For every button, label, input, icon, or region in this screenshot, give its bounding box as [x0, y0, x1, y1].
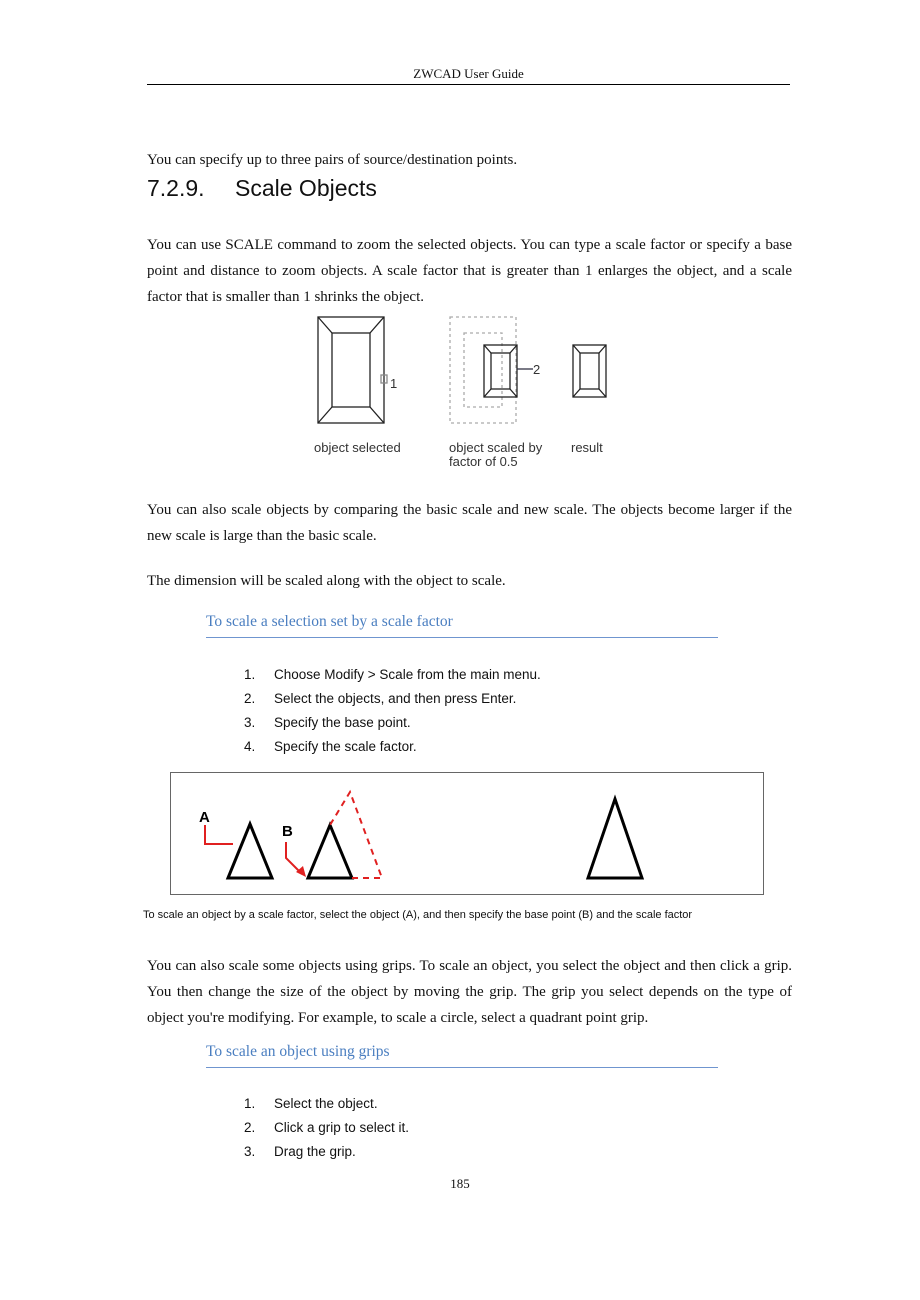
- list-item: 4. Specify the scale factor.: [244, 739, 417, 754]
- triangle-figure: [170, 772, 764, 896]
- figure-label: result: [571, 440, 603, 455]
- scale-figure: [300, 305, 630, 475]
- figure-label: object selected: [314, 440, 401, 455]
- paragraph: You can also scale some objects using grips. To scale an object, you select the object and then click a grip. You then change the size of the object by moving the grip. The grip you select depends on the type of object you're modifying. For example, to scale a circle, select a quadrant point grip.: [147, 958, 792, 1026]
- callout-2: 2: [533, 362, 541, 377]
- procedure-title: To scale a selection set by a scale factor: [206, 613, 718, 638]
- list-item: 2. Click a grip to select it.: [244, 1120, 410, 1135]
- list-item: 3. Specify the base point.: [244, 715, 411, 730]
- paragraph: You can use SCALE command to zoom the selected objects. You can type a scale factor or specify a base point and distance to zoom objects. A scale factor that is greater than 1 enlarges the object, and a scale factor that is smaller than 1 shrinks the object.: [147, 237, 792, 305]
- figure-label: factor of 0.5: [449, 454, 518, 469]
- intro-paragraph: You can specify up to three pairs of source/destination points.: [147, 152, 518, 168]
- list-item: 1. Select the object.: [244, 1096, 378, 1111]
- steps-list: [244, 663, 541, 759]
- page-number: 185: [450, 1176, 470, 1191]
- label-b: B: [282, 823, 293, 840]
- section-number: 7.2.9.: [147, 175, 205, 201]
- label-a: A: [199, 809, 210, 826]
- page-header: ZWCAD User Guide: [147, 66, 790, 85]
- procedure-title: To scale an object using grips: [206, 1043, 718, 1068]
- list-item: 3. Drag the grip.: [244, 1144, 356, 1159]
- callout-1: 1: [390, 376, 398, 391]
- steps-list: [244, 1092, 409, 1164]
- section-heading: [147, 175, 377, 202]
- list-item: 1. Choose Modify > Scale from the main menu.: [244, 667, 541, 682]
- figure-label: object scaled by: [449, 440, 543, 455]
- list-item: 2. Select the objects, and then press Enter.: [244, 691, 517, 706]
- paragraph: You can also scale objects by comparing the basic scale and new scale. The objects become larger if the new scale is large than the basic scale.: [147, 502, 792, 544]
- figure-caption: To scale an object by a scale factor, select the object (A), and then specify the base point (B) and the scale factor: [143, 909, 693, 921]
- paragraph: The dimension will be scaled along with the object to scale.: [147, 573, 506, 589]
- section-title: Scale Objects: [235, 175, 377, 201]
